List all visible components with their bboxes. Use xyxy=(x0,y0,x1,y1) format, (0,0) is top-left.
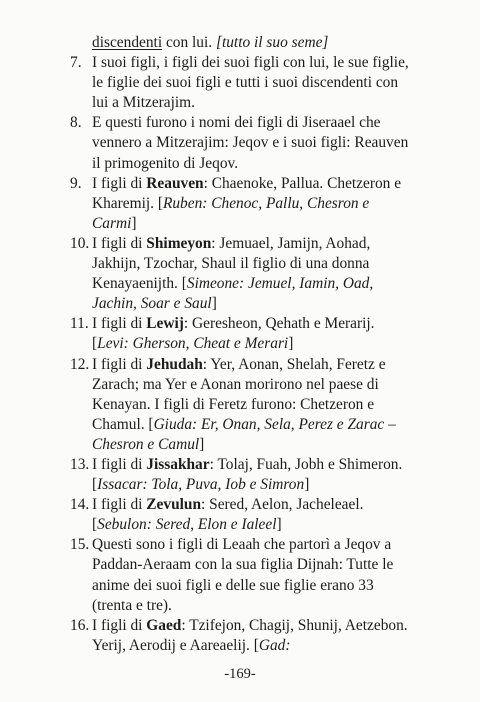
verse-number: 8. xyxy=(70,114,82,132)
verse-15 xyxy=(70,535,415,615)
verse-text: : Geresheon, Qehath e Merarij. [ xyxy=(92,315,375,353)
verse-number: 14. xyxy=(70,496,90,514)
verse-text: I suoi figli, i figli dei suoi figli con lui, le sue figlie, le figlie dei suoi figli e tutti i suoi discendenti con lui a Mitzerajim. xyxy=(92,54,409,112)
italic-note: Issacar: Tola, Puva, Iob e Simron xyxy=(97,476,305,494)
tribe-name: Shimeyon xyxy=(146,234,212,252)
tribe-name: Zevulun xyxy=(146,496,202,514)
verse-text: I figli di xyxy=(92,315,147,333)
verse-number: 10. xyxy=(70,234,90,252)
verse-text: ] xyxy=(276,516,282,534)
verse-number: 11. xyxy=(70,315,89,333)
verse-text: ] xyxy=(304,476,310,494)
verse-7 xyxy=(70,53,415,113)
verse-text: I figli di xyxy=(92,234,147,252)
verse-text: ] xyxy=(211,295,217,313)
verse-text: Questi sono i figli di Leaah che partorì a Jeqov a Paddan-Aeraam con la sua figlia Dijnah: Tutte le anime dei suoi figli e delle sue figlie erano 33 (trenta e tre). xyxy=(92,536,394,614)
verse-13 xyxy=(70,455,415,495)
italic-note: Gad: xyxy=(258,636,291,654)
verse-10 xyxy=(70,234,415,314)
verse-text: ] xyxy=(199,435,205,453)
verse-text: : Chaenoke, Pallua. Chetzeron e Kharemij. [ xyxy=(92,174,402,212)
tribe-name: Reauven xyxy=(146,174,204,192)
verse-text: I figli di xyxy=(92,455,147,473)
verse-14 xyxy=(70,495,415,535)
tribe-name: Gaed xyxy=(146,616,182,634)
verse-list xyxy=(70,53,415,656)
continuation-text: con lui. xyxy=(162,34,216,51)
verse-text: I figli di xyxy=(92,616,147,634)
verse-8 xyxy=(70,113,415,173)
verse-text: : Tolaj, Fuah, Jobh e Shimeron. [ xyxy=(92,455,403,494)
italic-note: Simeone: Jemuel, Iamin, Oad, Jachin, Soar e Saul xyxy=(92,275,374,313)
verse-number: 16. xyxy=(70,616,90,634)
verse-text: : Jemuael, Jamijn, Aohad, Jakhijn, Tzochar, Shaul il figlio di una donna Kenayaenijth. [ xyxy=(92,234,371,293)
verse-number: 9. xyxy=(70,174,82,192)
verse-number: 7. xyxy=(70,54,82,72)
tribe-name: Jehudah xyxy=(146,355,203,373)
verse-text: E questi furono i nomi dei figli di Jiseraael che vennero a Mitzerajim: Jeqov e i suoi figli: Reauven il primogenito di Jeqov. xyxy=(92,114,409,172)
italic-note: Sebulon: Sered, Elon e Ialeel xyxy=(97,516,277,534)
verse-text: ] xyxy=(131,214,137,232)
italic-note: Ruben: Chenoc, Pallu, Chesron e Carmi xyxy=(92,194,370,232)
verse-text: : Sered, Aelon, Jacheleael. [ xyxy=(92,496,364,534)
underlined-word: discendenti xyxy=(92,34,163,51)
verse-12 xyxy=(70,355,415,455)
verse-text: I figli di xyxy=(92,355,147,373)
page-number: -169- xyxy=(224,666,256,682)
verse-continuation xyxy=(70,33,415,53)
verse-text: I figli di xyxy=(92,174,147,192)
verse-9 xyxy=(70,174,415,234)
verse-text-block xyxy=(70,33,415,656)
verse-text: ] xyxy=(288,335,294,353)
verse-number: 15. xyxy=(70,536,90,554)
verse-text: : Tzifejon, Chagij, Shunij, Aetzebon. Yerij, Aerodij e Aareaelij. [ xyxy=(92,616,408,654)
tribe-name: Jissakhar xyxy=(146,455,210,473)
tribe-name: Lewij xyxy=(146,315,184,333)
continuation-italic-note: [tutto il suo seme] xyxy=(215,34,329,51)
verse-number: 13. xyxy=(70,455,90,473)
verse-16 xyxy=(70,616,415,656)
italic-note: Levi: Gherson, Cheat e Merari xyxy=(97,335,289,353)
verse-number: 12. xyxy=(70,355,90,373)
verse-text: : Yer, Aonan, Shelah, Feretz e Zarach; ma Yer e Aonan morirono nel paese di Kenayan. I figli di Feretz furono: Chetzeron e Chamul. [ xyxy=(92,355,386,433)
verse-text: I figli di xyxy=(92,496,147,514)
italic-note: Giuda: Er, Onan, Sela, Perez e Zarac – Chesron e Camul xyxy=(92,415,396,453)
verse-11 xyxy=(70,314,415,354)
